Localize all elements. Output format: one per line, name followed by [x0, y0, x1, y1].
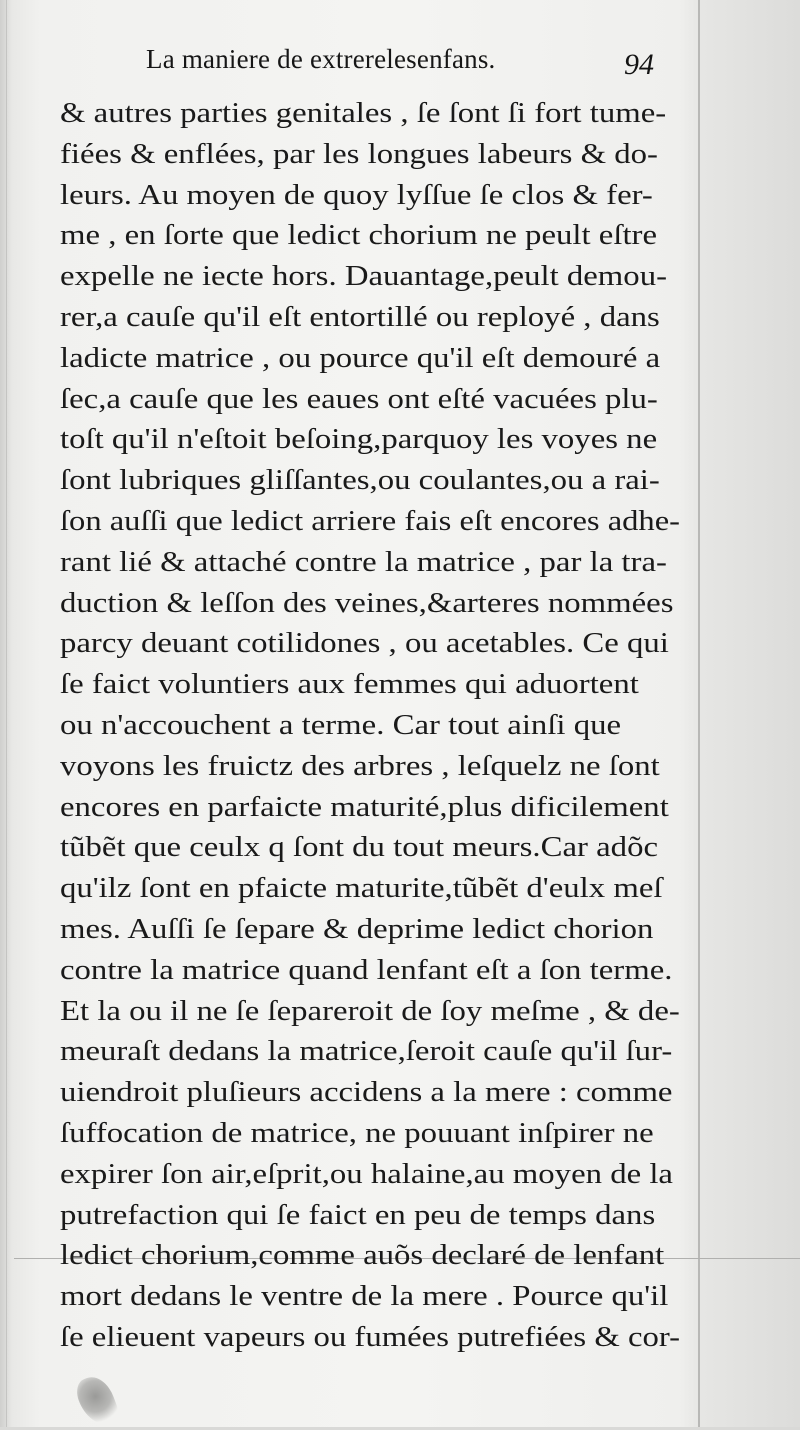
- text-line: ledict chorium,comme auõs declaré de lenfant: [60, 1240, 665, 1272]
- text-line: uiendroit pluſieurs accidens a la mere : comme: [60, 1077, 673, 1109]
- text-line: contre la matrice quand lenfant eſt a ſon terme.: [60, 954, 673, 986]
- text-line: ſe faict voluntiers aux femmes qui aduortent: [60, 669, 639, 701]
- text-line: ſec,a cauſe que les eaues ont eſté vacuées plu-: [60, 383, 658, 415]
- text-line: rant lié & attaché contre la matrice , par la tra-: [60, 546, 667, 578]
- page-left-edge: [6, 0, 7, 1427]
- text-line: ſuffocation de matrice, ne pouuant inſpirer ne: [60, 1117, 654, 1149]
- text-line: ou n'accouchent a terme. Car tout ainſi que: [60, 709, 622, 741]
- page-gutter-edge: [698, 0, 700, 1427]
- text-line: expelle ne iecte hors. Dauantage,peult demou-: [60, 261, 668, 293]
- running-head-title: La maniere de extrerelesenfans.: [146, 44, 496, 74]
- text-line: parcy deuant cotilidones , ou acetables. Ce qui: [60, 628, 669, 660]
- text-line: encores en parfaicte maturité,plus dificilement: [60, 791, 669, 823]
- text-line: me , en ſorte que ledict chorium ne peult eſtre: [60, 220, 658, 252]
- text-line: ſe elieuent vapeurs ou fumées putrefiées & cor-: [60, 1321, 680, 1353]
- running-head: [146, 42, 686, 88]
- body-text: [60, 94, 680, 1359]
- text-line: qu'ilz ſont en pfaicte maturite,tũbẽt d'eulx meſ: [60, 873, 663, 905]
- text-line: putrefaction qui ſe faict en peu de temps dans: [60, 1199, 656, 1231]
- text-line: duction & leſſon des veines,&arteres nommées: [60, 587, 674, 619]
- text-line: fiées & enflées, par les longues labeurs & do-: [60, 138, 658, 170]
- text-line: meuraſt dedans la matrice,ſeroit cauſe qu'il ſur-: [60, 1036, 673, 1068]
- text-line: rer,a cauſe qu'il eſt entortillé ou reployé , dans: [60, 301, 660, 333]
- text-line: toſt qu'il n'eſtoit beſoing,parquoy les voyes ne: [60, 424, 658, 456]
- text-line: ladicte matrice , ou pource qu'il eſt demouré a: [60, 342, 661, 374]
- text-line: expirer ſon air,eſprit,ou halaine,au moyen de la: [60, 1158, 673, 1190]
- text-line: ſon auſſi que ledict arriere fais eſt encores adhe-: [60, 505, 680, 537]
- text-line: leurs. Au moyen de quoy lyſſue ſe clos & fer-: [60, 179, 653, 211]
- text-line: voyons les fruictz des arbres , leſquelz ne ſont: [60, 750, 660, 782]
- text-line: mort dedans le ventre de la mere . Pource qu'il: [60, 1281, 669, 1313]
- text-line: mes. Auſſi ſe ſepare & deprime ledict chorion: [60, 913, 654, 945]
- text-line: ſont lubriques gliſſantes,ou coulantes,ou a rai-: [60, 465, 660, 497]
- text-line: tũbẽt que ceulx q ſont du tout meurs.Car adõc: [60, 832, 658, 864]
- text-line: & autres parties genitales , ſe ſont ſi fort tume-: [60, 98, 667, 129]
- page-number: 94: [624, 48, 654, 81]
- text-line: Et la ou il ne ſe ſepareroit de ſoy meſme , & de-: [60, 995, 680, 1027]
